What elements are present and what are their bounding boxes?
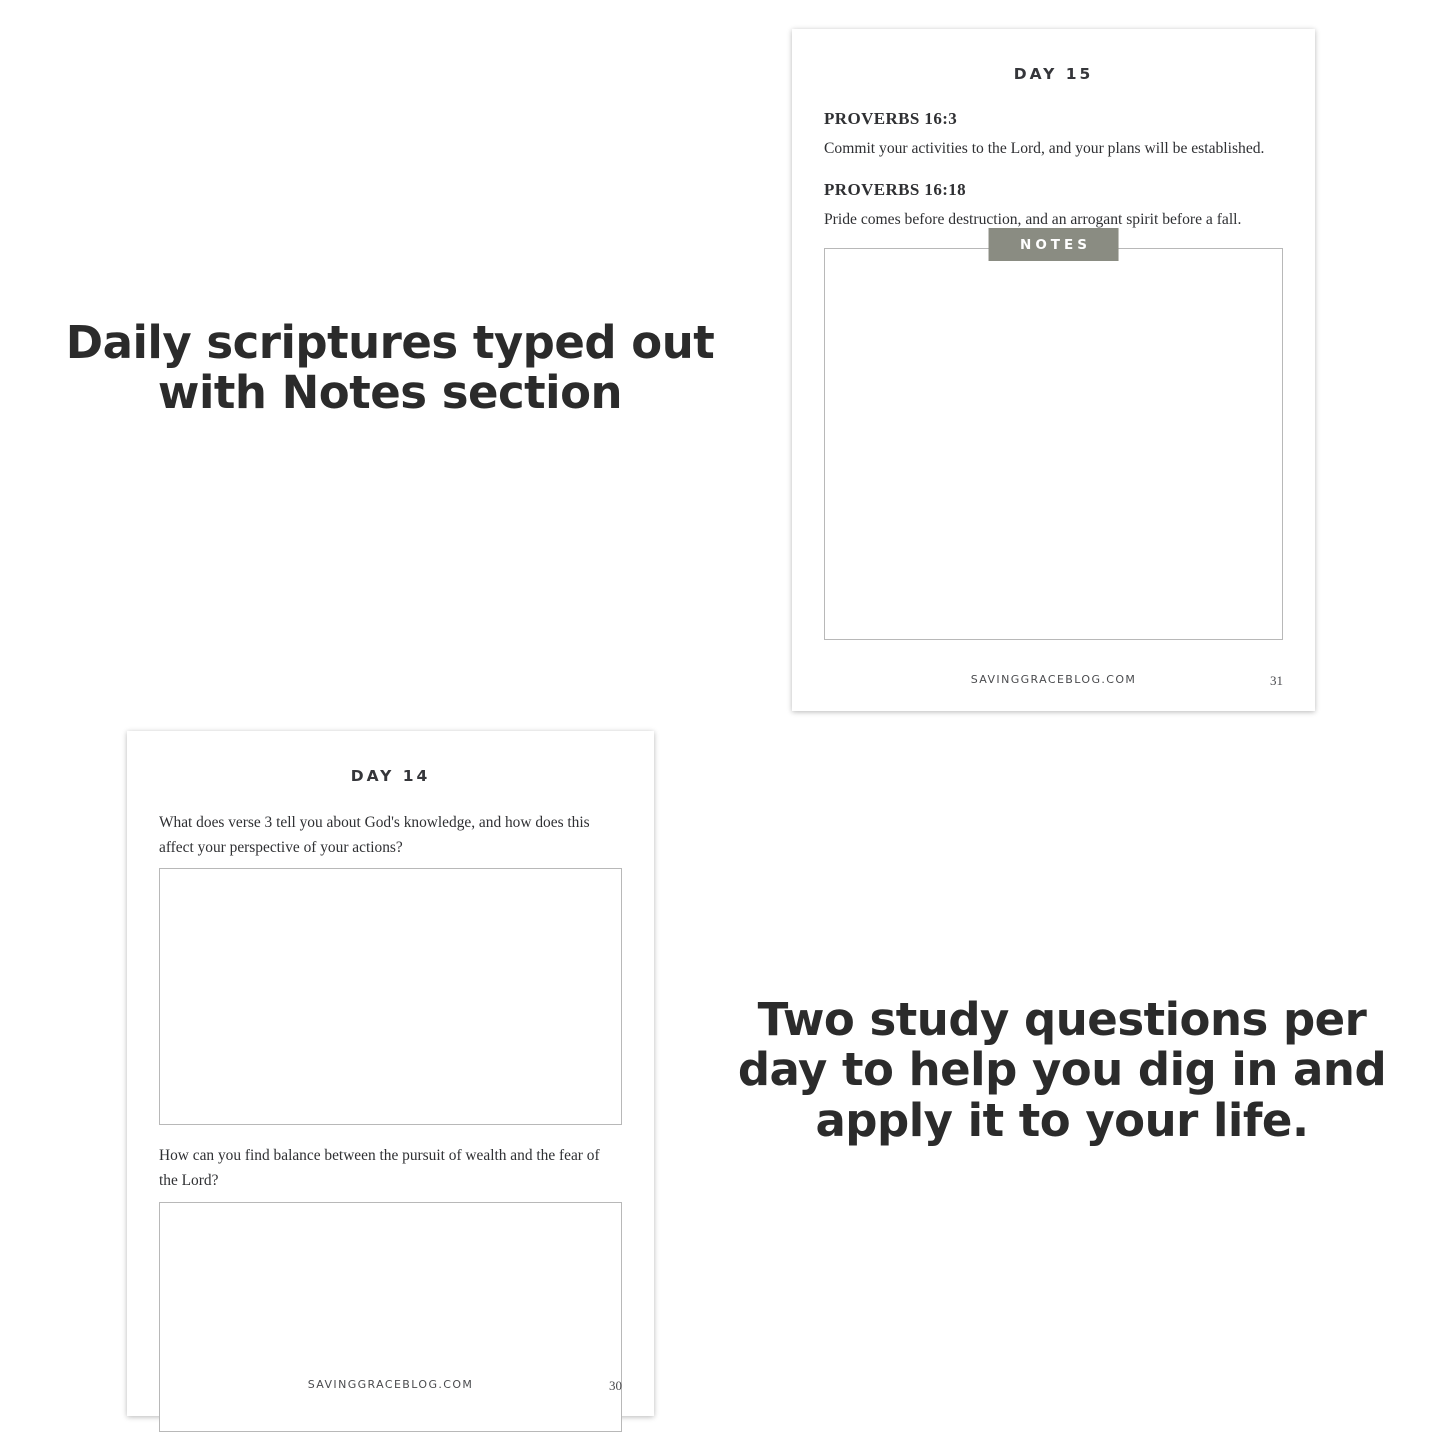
- study-question: How can you find balance between the pursuit of wealth and the fear of the Lord?: [159, 1147, 600, 1189]
- scripture-reference: PROVERBS 16:3: [824, 109, 958, 128]
- scripture-reference: PROVERBS 16:18: [824, 179, 967, 199]
- notes-section: [824, 236, 1283, 640]
- questions-page: [127, 731, 654, 1416]
- footer-page-number: 31: [1270, 673, 1283, 688]
- caption-study-questions: Two study questions per day to help you dig in and apply it to your life.: [737, 993, 1387, 1147]
- scripture-page: [792, 29, 1315, 711]
- footer-website: SAVINGGRACEBLOG.COM: [970, 673, 1137, 686]
- notes-label: NOTES: [988, 228, 1119, 261]
- answer-writing-area[interactable]: [159, 868, 622, 1125]
- page-footer: [824, 673, 1283, 691]
- caption-scriptures: Daily scriptures typed out with Notes section: [65, 316, 715, 420]
- scripture-text: Pride comes before destruction, and an arrogant spirit before a fall.: [824, 210, 1242, 228]
- notes-writing-area[interactable]: [824, 248, 1283, 640]
- footer-website: SAVINGGRACEBLOG.COM: [307, 1378, 474, 1391]
- page-title-day15: DAY 15: [1013, 65, 1094, 83]
- answer-writing-area[interactable]: [159, 1202, 622, 1432]
- study-question: What does verse 3 tell you about God's knowledge, and how does this affect your perspective of your actions?: [159, 814, 590, 856]
- page-title-day14: DAY 14: [350, 767, 431, 785]
- footer-page-number: 30: [609, 1378, 622, 1393]
- scripture-text: Commit your activities to the Lord, and your plans will be established.: [824, 140, 1265, 157]
- page-footer: [159, 1378, 622, 1396]
